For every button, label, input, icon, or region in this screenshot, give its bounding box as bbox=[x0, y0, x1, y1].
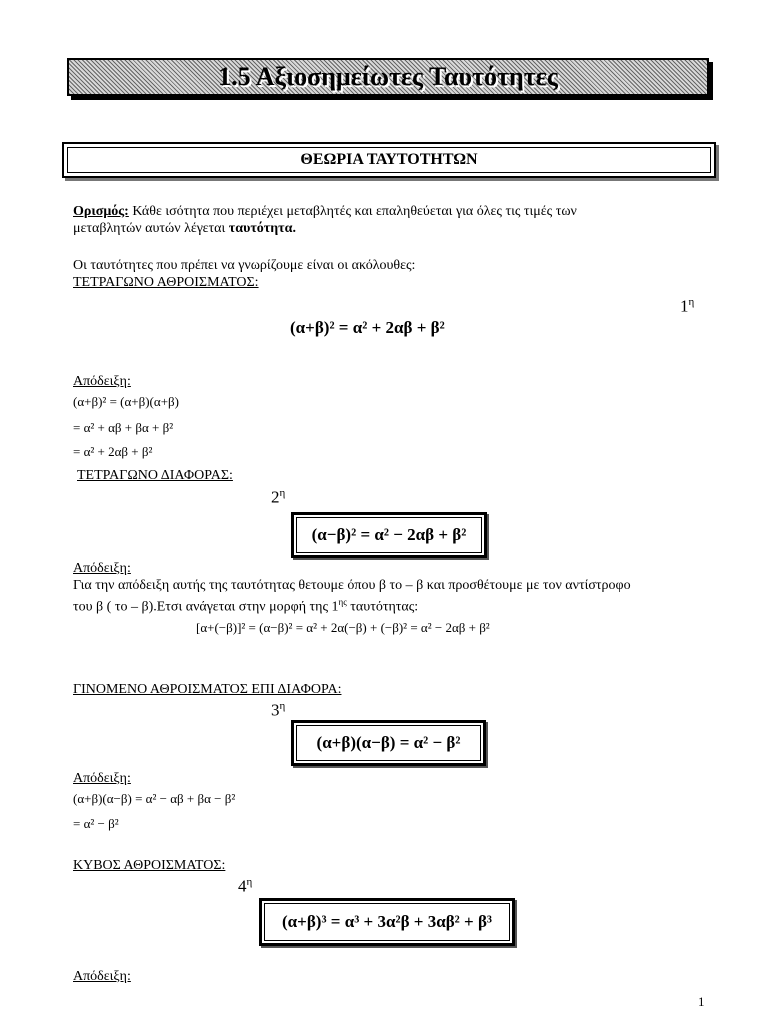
identity1-number-value: 1 bbox=[680, 296, 689, 316]
theory-heading: ΘΕΩΡΙΑ ΤΑΥΤΟΤΗΤΩΝ bbox=[300, 151, 478, 168]
identity3-number-value: 3 bbox=[271, 700, 280, 720]
identity2-proof-text-1: Για την απόδειξη αυτής της ταυτότητας θετουμε όπου β το – β και προσθέτουμε με τον αντίστροφο bbox=[73, 578, 631, 593]
definition-line-2 bbox=[73, 220, 296, 237]
identity4-formula: (α+β)³ = α³ + 3α²β + 3αβ² + β³ bbox=[281, 912, 493, 931]
identity4-number-value: 4 bbox=[238, 876, 247, 896]
identity4-heading: ΚΥΒΟΣ ΑΘΡΟΙΣΜΑΤΟΣ: bbox=[73, 858, 226, 873]
theory-heading-box bbox=[62, 142, 716, 178]
identity2-number-sup: η bbox=[279, 487, 286, 499]
definition-term: ταυτότητα. bbox=[228, 221, 296, 236]
intro-text: Οι ταυτότητες που πρέπει να γνωρίζουμε είναι οι ακόλουθες: bbox=[73, 258, 416, 273]
identity2-proof-text-2-sup: ης bbox=[338, 597, 347, 607]
identity4-number-sup: η bbox=[246, 876, 253, 888]
definition-line-1 bbox=[73, 203, 577, 220]
identity3-number-sup: η bbox=[279, 700, 286, 712]
identity1-number-sup: η bbox=[688, 296, 695, 308]
identity3-formula-box bbox=[291, 720, 486, 766]
document-title-banner bbox=[67, 58, 709, 96]
identity2-number-value: 2 bbox=[271, 487, 280, 507]
identity2-proof-text-2 bbox=[73, 594, 418, 616]
definition-text-2: μεταβλητών αυτών λέγεται bbox=[73, 221, 229, 236]
identity3-formula: (α+β)(α−β) = α² − β² bbox=[316, 733, 461, 752]
identity2-formula: (α−β)² = α² − 2αβ + β² bbox=[311, 525, 467, 544]
identity2-formula-box bbox=[291, 512, 487, 558]
identity4-proof-label: Απόδειξη: bbox=[73, 969, 131, 984]
identity4-formula-box bbox=[259, 898, 515, 946]
identity3-proof-line-2: = α² − β² bbox=[73, 816, 119, 831]
identity3-proof-line-1: (α+β)(α−β) = α² − αβ + βα − β² bbox=[73, 791, 236, 806]
document-title: 1.5 Αξιοσημείωτες Ταυτότητες bbox=[218, 62, 558, 91]
page-number: 1 bbox=[698, 994, 705, 1009]
identity1-proof-line-3: = α² + 2αβ + β² bbox=[73, 444, 153, 459]
identity4-number bbox=[238, 876, 252, 897]
identity2-number bbox=[271, 487, 285, 508]
identity1-proof-line-1: (α+β)² = (α+β)(α+β) bbox=[73, 394, 179, 409]
identity1-proof-line-2: = α² + αβ + βα + β² bbox=[73, 420, 174, 435]
identity2-proof-text-2a: του β ( το – β).Ετσι ανάγεται στην μορφή της 1 bbox=[73, 599, 339, 615]
identity3-proof-label: Απόδειξη: bbox=[73, 771, 131, 786]
identity2-proof-label: Απόδειξη: bbox=[73, 561, 131, 576]
identity1-proof-label: Απόδειξη: bbox=[73, 374, 131, 389]
definition-label: Ορισμός: bbox=[73, 204, 129, 219]
identity2-proof-text-2b: ταυτότητας: bbox=[346, 599, 419, 615]
identity3-heading: ΓΙΝΟΜΕΝΟ ΑΘΡΟΙΣΜΑΤΟΣ ΕΠΙ ΔΙΑΦΟΡΑ: bbox=[73, 682, 342, 697]
identity3-number bbox=[271, 700, 285, 721]
identity1-number bbox=[680, 296, 694, 317]
identity1-formula: (α+β)² = α² + 2αβ + β² bbox=[290, 318, 445, 337]
identity2-proof-formula: [α+(−β)]² = (α−β)² = α² + 2α(−β) + (−β)² = α² − 2αβ + β² bbox=[196, 620, 490, 635]
definition-text-1: Κάθε ισότητα που περιέχει μεταβλητές και επαληθεύεται για όλες τις τιμές των bbox=[128, 204, 577, 219]
identity2-heading: ΤΕΤΡΑΓΩΝΟ ΔΙΑΦΟΡΑΣ: bbox=[77, 468, 233, 483]
identity1-heading: ΤΕΤΡΑΓΩΝΟ ΑΘΡΟΙΣΜΑΤΟΣ: bbox=[73, 275, 259, 290]
